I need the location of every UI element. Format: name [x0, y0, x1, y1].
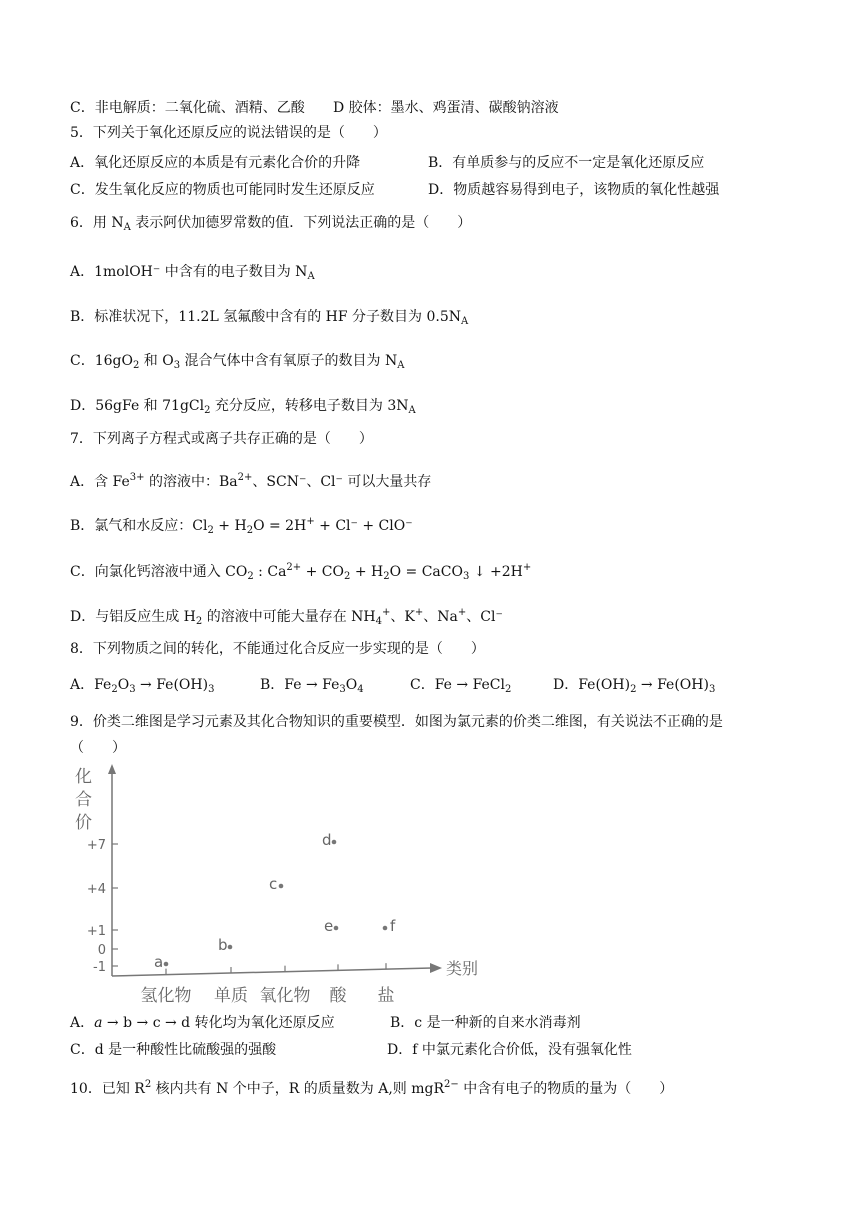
q6-stem — [70, 214, 471, 237]
q6-option-a: A．1molOH⁻ 中含有的电子数目为 $N_A$ — [70, 264, 315, 282]
q4-option-c: C．非电解质：二氧化硫、酒精、乙酸 — [70, 100, 305, 116]
y-axis-arrow — [108, 764, 116, 774]
q9-option-d: D．f 中氯元素化合价低，没有强氧化性 — [387, 1042, 632, 1058]
data-point-label-f: f — [390, 917, 396, 935]
q7-option-c: C．向氯化钙溶液中通入 $CO_2$ : $Ca^{2+} + CO_2 + H_2O$ = CaCO$_3$ ↓ +2H+ — [70, 562, 532, 582]
data-point-d — [332, 840, 337, 845]
data-point-label-b: b — [218, 936, 228, 954]
y-tick-label: -1 — [93, 960, 106, 975]
data-point-label-d: d — [322, 831, 332, 849]
x-tick-label: 氧化物 — [259, 986, 311, 1006]
q10-stem: 10．已知 $R^2$ 核内共有 N 个中子，R 的质量数为 A,则 mgR$^{2-}$ 中含有电子的物质的量为（ ） — [70, 1079, 674, 1097]
q9-stem: 9．价类二维图是学习元素及其化合物知识的重要模型．如图为氯元素的价类二维图，有关说法不正确的是 — [70, 714, 723, 730]
q7-option-b: B．氯气和水反应：$Cl_2 + H_2O = 2H^+ + Cl^- + ClO^-$ — [70, 516, 413, 536]
x-axis-label: 类别 — [446, 959, 479, 978]
q7-option-a: A．含 $Fe^{3+}$ 的溶液中：$Ba^{2+}$、SCN⁻、Cl⁻ 可以大量共存 — [70, 472, 432, 490]
q8-option-a: A．$Fe_2O_3 \to Fe(OH)_3$ — [70, 677, 215, 695]
q8-stem: 8．下列物质之间的转化，不能通过化合反应一步实现的是（ ） — [70, 641, 485, 657]
data-point-f — [383, 926, 388, 931]
q6-option-c: C．$16gO_2$ 和 $O_3$ 混合气体中含有氧原子的数目为 $N_A$ — [70, 353, 405, 371]
x-tick-label: 单质 — [214, 986, 248, 1006]
q9-option-a: A．a → b → c → d 转化均为氧化还原反应 — [70, 1015, 335, 1031]
y-axis-label-char-1: 化 — [75, 767, 92, 787]
q5-option-d: D．物质越容易得到电子，该物质的氧化性越强 — [428, 182, 720, 198]
q5-option-c: C．发生氧化反应的物质也可能同时发生还原反应 — [70, 182, 375, 198]
data-points — [154, 831, 396, 971]
y-axis-label-char-2: 合 — [75, 790, 92, 810]
q6-stem-subscript: A — [123, 222, 131, 233]
x-axis-arrow — [430, 963, 442, 973]
q5-option-b: B．有单质参与的反应不一定是氧化还原反应 — [428, 155, 705, 171]
data-point-e — [334, 926, 339, 931]
q7-stem: 7．下列离子方程式或离子共存正确的是（ ） — [70, 431, 373, 447]
q6-option-d: D．56gFe 和 71gCl$_2$ 充分反应，转移电子数目为 $3N_A$ — [70, 398, 416, 416]
q8-option-d: D．$Fe(OH)_2 \to Fe(OH)_3$ — [553, 677, 716, 695]
valence-category-chart — [70, 760, 510, 1010]
data-point-b — [228, 945, 233, 950]
x-tick-label: 氢化物 — [140, 986, 192, 1006]
y-axis-label-char-3: 价 — [75, 813, 92, 833]
data-point-label-a: a — [154, 953, 164, 971]
q8-option-b: B．$Fe \to Fe_3O_4$ — [260, 677, 364, 695]
data-point-label-c: c — [269, 875, 278, 893]
x-tick-label: 酸 — [329, 986, 347, 1006]
q5-option-a: A．氧化还原反应的本质是有元素化合价的升降 — [70, 155, 361, 171]
q7-option-d: D．与铝反应生成 $H_2$ 的溶液中可能大量存在 $NH_4^+$、K+、Na+、Cl⁻ — [70, 607, 503, 627]
q8-option-c: C．Fe → FeCl$_2$ — [410, 677, 512, 695]
q9-option-b: B．c 是一种新的自来水消毒剂 — [390, 1015, 581, 1031]
y-tick-label: 0 — [97, 943, 106, 958]
q4-option-d: D 胶体：墨水、鸡蛋清、碳酸钠溶液 — [333, 100, 559, 116]
q6-stem-suffix: 表示阿伏加德罗常数的值．下列说法正确的是（ ） — [130, 215, 472, 231]
data-point-a — [164, 962, 169, 967]
y-ticks — [87, 838, 118, 975]
data-point-label-e: e — [324, 917, 334, 935]
q9-option-c: C．d 是一种酸性比硫酸强的强酸 — [70, 1042, 277, 1058]
q5-stem: 5．下列关于氧化还原反应的说法错误的是（ ） — [70, 125, 387, 141]
q6-stem-prefix: 6．用 N — [70, 215, 124, 231]
data-point-c — [279, 884, 284, 889]
q6-option-b: B．标准状况下，11.2L 氢氟酸中含有的 HF 分子数目为 $0.5N_A$ — [70, 309, 469, 327]
y-tick-label: +4 — [86, 882, 106, 897]
y-tick-label: +7 — [86, 838, 106, 853]
x-tick-label: 盐 — [377, 986, 395, 1006]
y-tick-label: +1 — [86, 924, 106, 939]
q9-answer-paren: （ ） — [70, 740, 126, 756]
